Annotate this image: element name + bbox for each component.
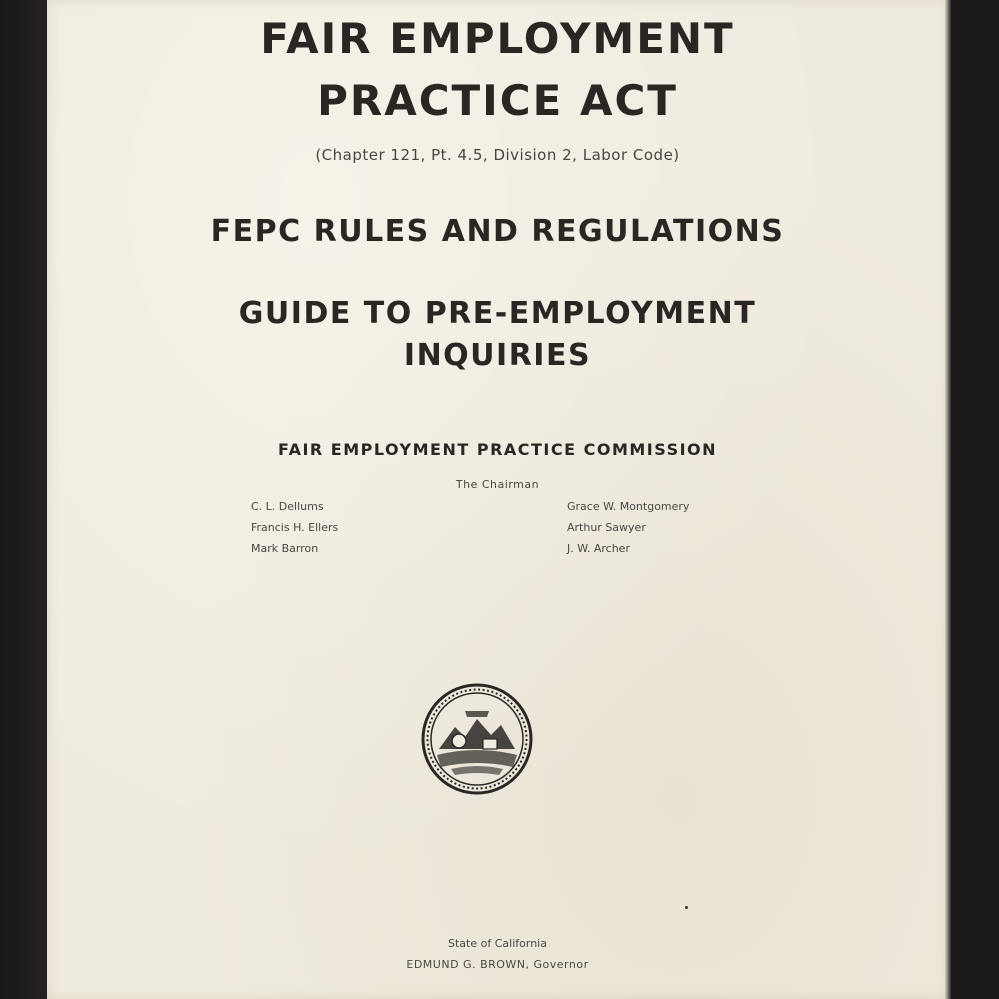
members-left-column xyxy=(251,496,338,559)
guide-heading-line-2: INQUIRIES xyxy=(403,338,592,373)
member-name: C. L. Dellums xyxy=(251,500,324,513)
title-line-1: FAIR EMPLOYMENT xyxy=(260,14,735,63)
commission-name: FAIR EMPLOYMENT PRACTICE COMMISSION xyxy=(277,440,718,459)
guide-heading-line-1: GUIDE TO PRE-EMPLOYMENT xyxy=(238,296,757,331)
member-name: Francis H. Ellers xyxy=(251,521,339,534)
rules-heading: FEPC RULES AND REGULATIONS xyxy=(210,214,785,249)
title-line-2: PRACTICE ACT xyxy=(317,76,678,125)
chairman-line: The Chairman xyxy=(455,478,540,491)
member-name: Grace W. Montgomery xyxy=(567,500,690,513)
member-name: Arthur Sawyer xyxy=(567,521,646,534)
paper-speck xyxy=(685,906,688,909)
california-state-seal-icon xyxy=(421,683,533,795)
member-name: Mark Barron xyxy=(251,542,319,555)
page-edge xyxy=(945,0,951,999)
member-name: J. W. Archer xyxy=(567,542,630,555)
footer-governor: EDMUND G. BROWN, Governor xyxy=(406,958,589,971)
members-right-column xyxy=(567,496,689,559)
subtitle: (Chapter 121, Pt. 4.5, Division 2, Labor Code) xyxy=(315,146,680,164)
document-page xyxy=(47,0,948,999)
footer-state: State of California xyxy=(448,937,547,950)
